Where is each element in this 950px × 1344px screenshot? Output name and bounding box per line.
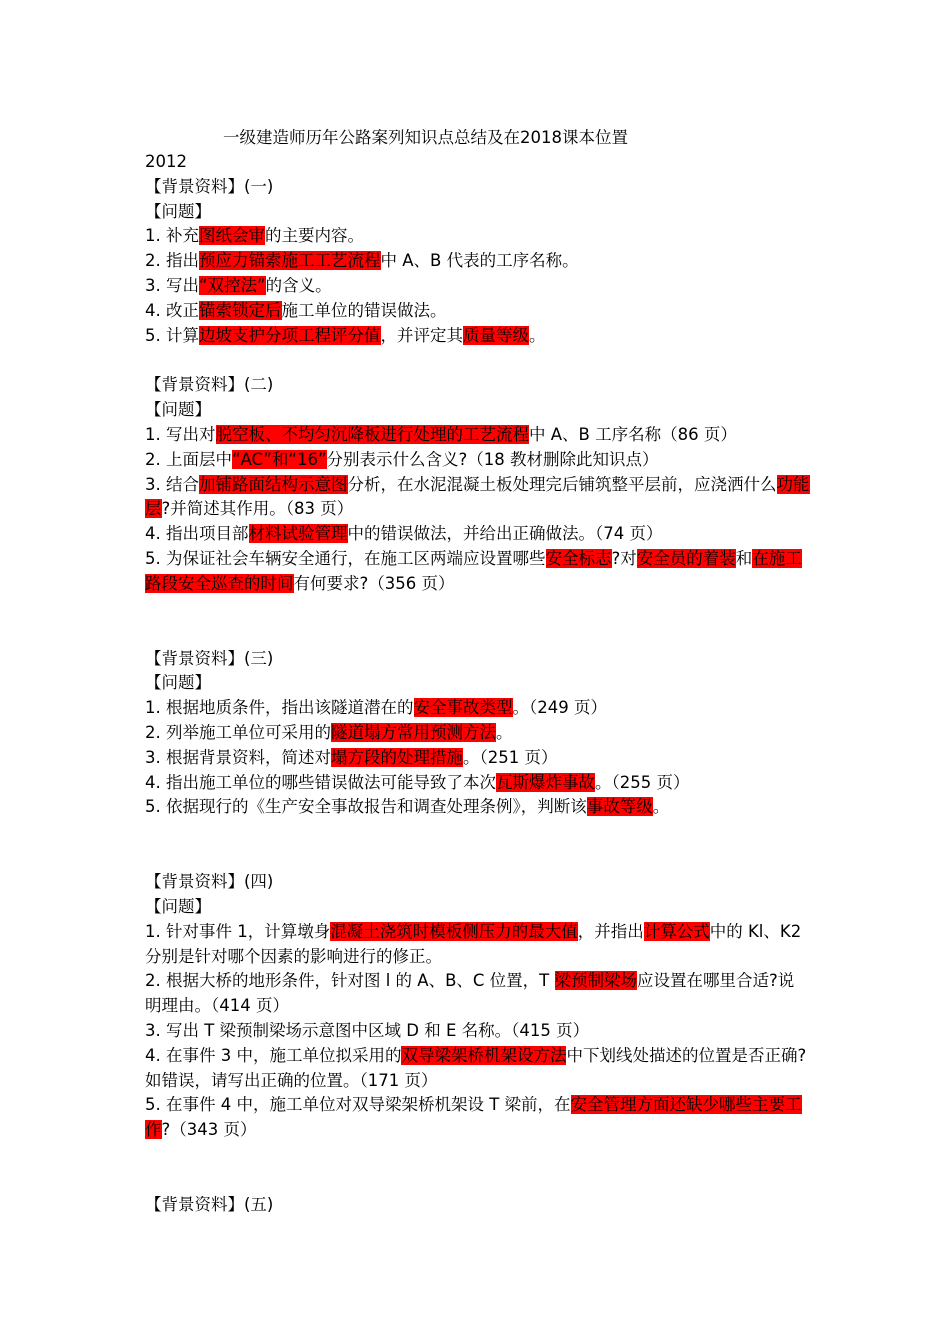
question-text: 。（255 页） xyxy=(595,772,690,792)
highlighted-keyword: 安全员的着装 xyxy=(636,548,736,568)
question-text: 。（249 页） xyxy=(512,698,607,718)
question-item xyxy=(145,771,810,796)
highlighted-keyword: 事故等级 xyxy=(586,797,653,817)
questions-label: 【问题】 xyxy=(145,400,211,420)
question-text: 中 A、B 工序名称（86 页） xyxy=(529,424,737,444)
questions-label: 【问题】 xyxy=(145,896,211,916)
question-item xyxy=(145,969,810,1019)
question-item xyxy=(145,249,810,274)
question-item xyxy=(145,299,810,324)
question-text: ?对 xyxy=(611,548,637,568)
highlighted-keyword: 功能层 xyxy=(145,474,810,519)
question-text: 中下划线处描述的位置是否正确?如错误，请写出正确的位置。（171 页） xyxy=(145,1045,807,1090)
question-item xyxy=(145,696,810,721)
question-text: 4. 指出施工单位的哪些错误做法可能导致了本次 xyxy=(145,772,496,792)
question-text: 的含义。 xyxy=(265,275,332,295)
questions-label: 【问题】 xyxy=(145,201,211,221)
background-section xyxy=(145,175,810,349)
question-text: 2. 列举施工单位可采用的 xyxy=(145,722,331,742)
question-text: ，并评定其 xyxy=(380,325,463,345)
section-heading: 【背景资料】(三) xyxy=(145,648,274,668)
question-text: 中的错误做法，并给出正确做法。（74 页） xyxy=(347,524,663,544)
questions-label: 【问题】 xyxy=(145,673,211,693)
question-text: 1. 根据地质条件，指出该隧道潜在的 xyxy=(145,698,414,718)
highlighted-keyword: 混凝土浇筑时模板侧压力的最大值 xyxy=(330,921,578,941)
question-text: 应设置在哪里合适?说明理由。（414 页） xyxy=(145,971,795,1016)
question-item xyxy=(145,1044,810,1094)
year-label: 2012 xyxy=(145,152,187,171)
question-text: 5. 计算 xyxy=(145,325,199,345)
question-text: 。（251 页） xyxy=(463,747,558,767)
question-text: 1. 针对事件 1，计算墩身 xyxy=(145,921,331,941)
highlighted-keyword: 双导梁架桥机架设方法 xyxy=(401,1045,567,1065)
question-text: 和 xyxy=(735,548,753,568)
question-text: 中的 Kl、K2 分别是针对哪个因素的影响进行的修正。 xyxy=(145,921,802,966)
question-text: ?并简述其作用。（83 页） xyxy=(161,499,354,519)
question-text: 4. 在事件 3 中，施工单位拟采用的 xyxy=(145,1045,402,1065)
document-title: 一级建造师历年公路案列知识点总结及在2018课本位置 xyxy=(223,128,628,147)
section-heading: 【背景资料】(二) xyxy=(145,375,274,395)
highlighted-keyword: 加铺路面结构示意图 xyxy=(199,474,348,494)
question-text: 。 xyxy=(652,797,670,817)
highlighted-keyword: 材料试验管理 xyxy=(248,524,348,544)
highlighted-keyword: “双控法” xyxy=(199,275,266,295)
sections-container xyxy=(145,175,810,1218)
question-text: ，并指出 xyxy=(577,921,644,941)
question-item xyxy=(145,920,810,970)
question-text: 分别表示什么含义?（18 教材删除此知识点） xyxy=(326,449,659,469)
highlighted-keyword: 隧道塌方常用预测方法 xyxy=(331,722,496,742)
question-text: 1. 补充 xyxy=(145,226,199,246)
question-text: 1. 写出对 xyxy=(145,424,216,444)
highlighted-keyword: 边坡支护分项工程评分值 xyxy=(199,325,381,345)
question-text: 分析，在水泥混凝土板处理完后铺筑整平层前，应浇洒什么 xyxy=(347,474,777,494)
question-item xyxy=(145,274,810,299)
highlighted-keyword: 计算公式 xyxy=(643,921,710,941)
question-item xyxy=(145,473,810,523)
question-text: 的主要内容。 xyxy=(265,226,364,246)
background-section xyxy=(145,647,810,821)
question-text: 2. 指出 xyxy=(145,251,199,271)
question-item xyxy=(145,1019,810,1044)
highlighted-keyword: 图纸会审 xyxy=(199,226,265,246)
question-text: 中 A、B 代表的工序名称。 xyxy=(380,251,579,271)
highlighted-keyword: 质量等级 xyxy=(463,325,529,345)
background-section xyxy=(145,870,810,1143)
highlighted-keyword: “AC”和“16” xyxy=(232,449,327,469)
question-text: 5. 依据现行的《生产安全事故报告和调查处理条例》，判断该 xyxy=(145,797,587,817)
question-text: 。 xyxy=(529,325,546,345)
question-item xyxy=(145,324,810,349)
section-spacer xyxy=(145,820,810,870)
question-text: 4. 改正 xyxy=(145,300,199,320)
question-item xyxy=(145,522,810,547)
section-heading: 【背景资料】(一) xyxy=(145,176,274,196)
highlighted-keyword: 安全标志 xyxy=(545,548,612,568)
question-text: 3. 根据背景资料，简述对 xyxy=(145,747,331,767)
highlighted-keyword: 脱空板、不均匀沉降板进行处理的工艺流程 xyxy=(215,424,529,444)
highlighted-keyword: 塌方段的处理措施 xyxy=(331,747,463,767)
question-text: 3. 写出 T 梁预制梁场示意图中区域 D 和 E 名称。（415 页） xyxy=(145,1020,590,1040)
question-item xyxy=(145,423,810,448)
question-item xyxy=(145,1093,810,1143)
highlighted-keyword: 锚索锁定后 xyxy=(199,300,282,320)
background-section xyxy=(145,1193,810,1218)
question-text: 施工单位的错误做法。 xyxy=(281,300,447,320)
question-text: 2. 上面层中 xyxy=(145,449,232,469)
question-item xyxy=(145,448,810,473)
question-text: 。 xyxy=(496,722,513,742)
section-spacer xyxy=(145,348,810,373)
question-item xyxy=(145,746,810,771)
question-text: 5. 在事件 4 中，施工单位对双导梁架桥机架设 T 梁前，在 xyxy=(145,1095,571,1115)
question-text: ?（343 页） xyxy=(161,1120,257,1140)
highlighted-keyword: 安全事故类型 xyxy=(413,698,513,718)
question-text: 3. 写出 xyxy=(145,275,199,295)
highlighted-keyword: 在施工路段安全巡查的时间 xyxy=(145,548,802,593)
question-text: 有何要求?（356 页） xyxy=(293,573,455,593)
document-body xyxy=(145,127,810,1218)
highlighted-keyword: 预应力锚索施工工艺流程 xyxy=(199,251,381,271)
highlighted-keyword: 梁预制梁场 xyxy=(554,971,638,991)
question-item xyxy=(145,721,810,746)
section-spacer xyxy=(145,597,810,647)
question-text: 4. 指出项目部 xyxy=(145,524,249,544)
question-text: 5. 为保证社会车辆安全通行，在施工区两端应设置哪些 xyxy=(145,548,546,568)
section-heading: 【背景资料】(四) xyxy=(145,872,274,892)
question-item xyxy=(145,795,810,820)
section-spacer xyxy=(145,1143,810,1193)
highlighted-keyword: 安全管理方面还缺少哪些主要工作 xyxy=(145,1095,802,1140)
question-item xyxy=(145,224,810,249)
question-text: 2. 根据大桥的地形条件，针对图 l 的 A、B、C 位置，T xyxy=(145,971,555,991)
question-item xyxy=(145,547,810,597)
section-heading: 【背景资料】(五) xyxy=(145,1194,274,1214)
background-section xyxy=(145,373,810,596)
question-text: 3. 结合 xyxy=(145,474,199,494)
highlighted-keyword: 瓦斯爆炸事故 xyxy=(496,772,595,792)
